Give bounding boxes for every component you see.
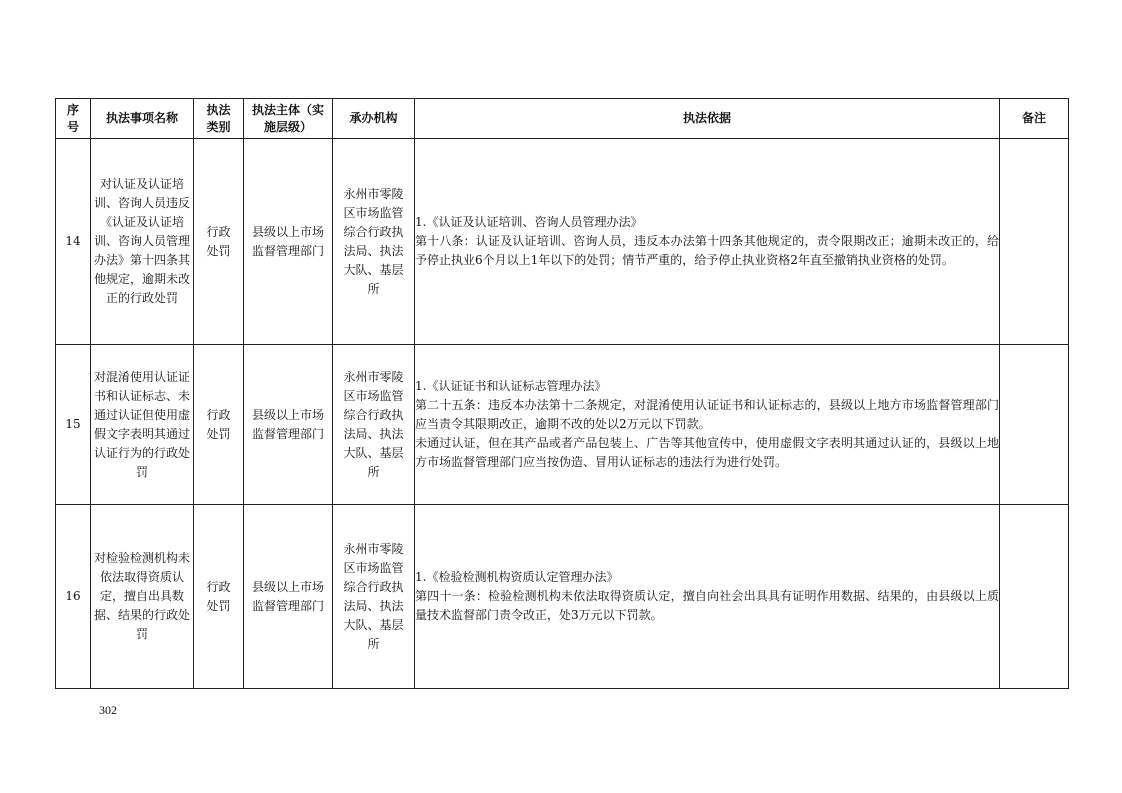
- header-category: 执法类别: [194, 99, 244, 139]
- row-org: 永州市零陵区市场监管综合行政执法局、执法大队、基层所: [333, 505, 415, 689]
- basis-line: 1.《检验检测机构资质认定管理办法》: [415, 570, 619, 584]
- header-item-name: 执法事项名称: [91, 99, 194, 139]
- table-header-row: [56, 99, 1069, 139]
- basis-line: 1.《认证证书和认证标志管理办法》: [415, 379, 607, 393]
- basis-line: 第二十五条：违反本办法第十二条规定，对混淆使用认证证书和认证标志的，县级以上地方市场监督管理部门应当责令其限期改正，逾期不改的处以2万元以下罚款。: [415, 398, 999, 431]
- header-remark: 备注: [1000, 99, 1069, 139]
- row-item-name: 对混淆使用认证证书和认证标志、未通过认证但使用虚假文字表明其通过认证行为的行政处罚: [91, 345, 194, 505]
- row-seq: 14: [56, 139, 91, 345]
- header-basis: 执法依据: [415, 99, 1000, 139]
- row-subject: 县级以上市场监督管理部门: [244, 139, 333, 345]
- basis-line: 第十八条：认证及认证培训、咨询人员，违反本办法第十四条其他规定的，责令限期改正；逾期未改正的，给予停止执业6个月以上1年以下的处罚；情节严重的，给予停止执业资格2年直至撤销执业资格的处罚。: [415, 234, 999, 267]
- table-row: [56, 139, 1069, 345]
- basis-line: 第四十一条：检验检测机构未依法取得资质认定，擅自向社会出具具有证明作用数据、结果的，由县级以上质量技术监督部门责令改正，处3万元以下罚款。: [415, 589, 999, 622]
- row-category: 行政处罚: [194, 345, 244, 505]
- row-remark: [1000, 139, 1069, 345]
- row-seq: 16: [56, 505, 91, 689]
- row-org: 永州市零陵区市场监管综合行政执法局、执法大队、基层所: [333, 345, 415, 505]
- row-item-name: 对检验检测机构未依法取得资质认定，擅自出具数据、结果的行政处罚: [91, 505, 194, 689]
- row-subject: 县级以上市场监督管理部门: [244, 345, 333, 505]
- row-remark: [1000, 505, 1069, 689]
- page-number: 302: [99, 703, 117, 717]
- row-subject: 县级以上市场监督管理部门: [244, 505, 333, 689]
- basis-line: 未通过认证，但在其产品或者产品包装上、广告等其他宣传中，使用虚假文字表明其通过认证的，县级以上地方市场监督管理部门应当按伪造、冒用认证标志的违法行为进行处罚。: [415, 436, 999, 469]
- header-subject: 执法主体（实施层级）: [244, 99, 333, 139]
- row-category: 行政处罚: [194, 505, 244, 689]
- row-basis: [415, 345, 1000, 505]
- table-row: [56, 345, 1069, 505]
- law-enforcement-table: [55, 98, 1069, 689]
- row-item-name: 对认证及认证培训、咨询人员违反《认证及认证培训、咨询人员管理办法》第十四条其他规定，逾期未改正的行政处罚: [91, 139, 194, 345]
- header-org: 承办机构: [333, 99, 415, 139]
- row-basis: [415, 139, 1000, 345]
- header-seq: 序号: [56, 99, 91, 139]
- row-remark: [1000, 345, 1069, 505]
- row-basis: [415, 505, 1000, 689]
- row-org: 永州市零陵区市场监管综合行政执法局、执法大队、基层所: [333, 139, 415, 345]
- basis-line: 1.《认证及认证培训、咨询人员管理办法》: [415, 215, 643, 229]
- row-category: 行政处罚: [194, 139, 244, 345]
- table-row: [56, 505, 1069, 689]
- row-seq: 15: [56, 345, 91, 505]
